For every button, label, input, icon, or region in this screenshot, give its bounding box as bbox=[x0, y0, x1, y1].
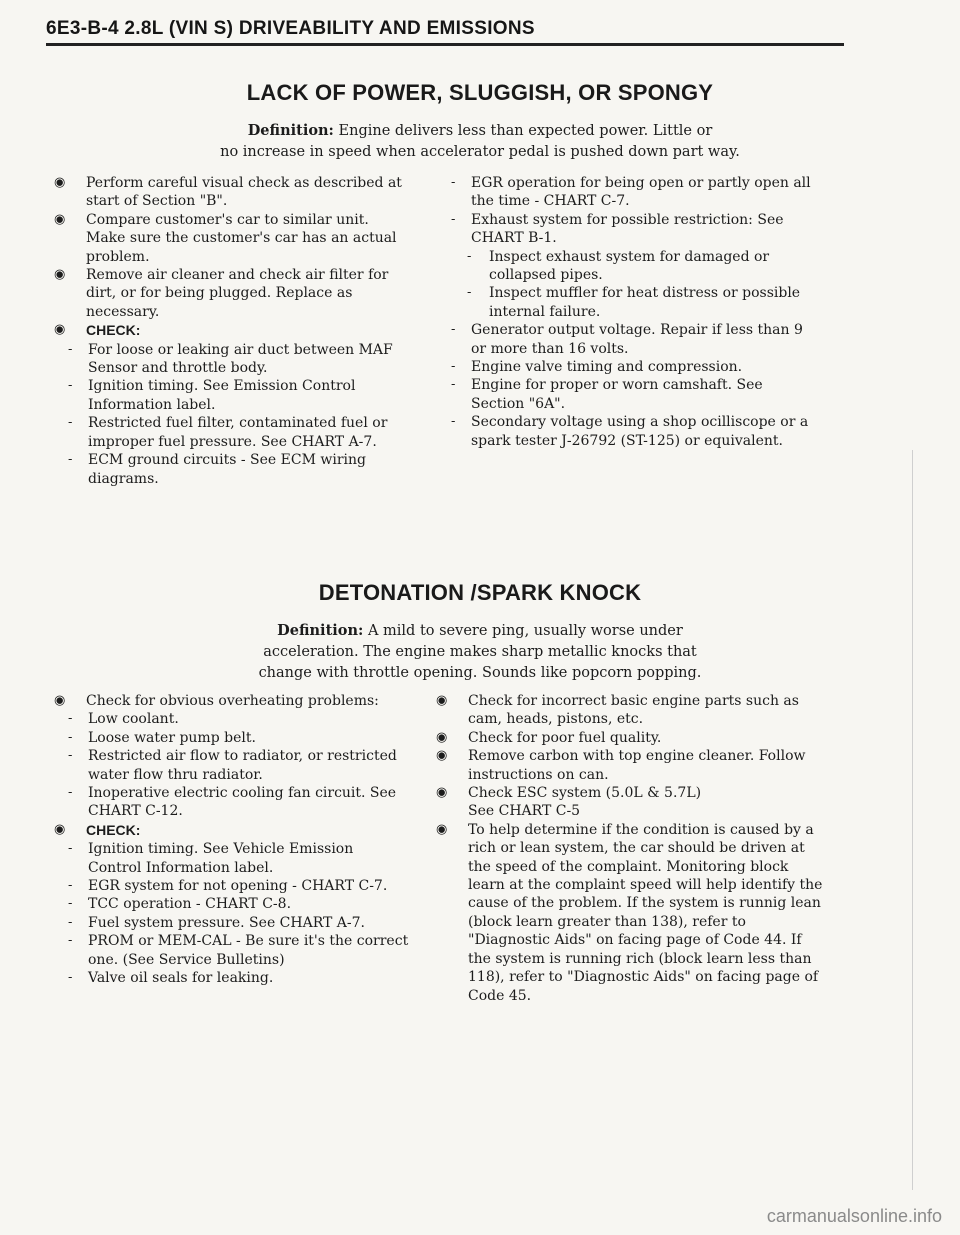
list-item-text: Inoperative electric cooling fan circuit. See CHART C-12. bbox=[88, 785, 397, 820]
list-item bbox=[50, 414, 414, 451]
list-item bbox=[50, 877, 410, 895]
list-item bbox=[50, 747, 410, 784]
list-item bbox=[433, 321, 823, 358]
dash-icon: - bbox=[68, 896, 73, 912]
list-item-text: CHECK: bbox=[86, 322, 141, 339]
list-item bbox=[433, 376, 823, 413]
list-item-text: PROM or MEM-CAL - Be sure it's the correct one. (See Service Bulletins) bbox=[88, 933, 409, 968]
dash-icon: - bbox=[451, 175, 456, 190]
list-item-text: Low coolant. bbox=[88, 711, 179, 728]
definition-text-2: acceleration. The engine makes sharp metallic knocks that bbox=[263, 644, 697, 660]
list-item bbox=[50, 211, 414, 266]
list-item bbox=[50, 729, 410, 747]
list-item-text: Valve oil seals for leaking. bbox=[88, 970, 274, 987]
definition-text-1: A mild to severe ping, usually worse under bbox=[367, 623, 683, 639]
list-item-text: Inspect muffler for heat distress or possible internal failure. bbox=[489, 285, 801, 320]
list-item-text: Loose water pump belt. bbox=[88, 729, 256, 746]
list-item bbox=[50, 341, 414, 378]
bullet-icon: ◉ bbox=[54, 211, 66, 227]
dash-icon: - bbox=[451, 359, 456, 375]
list-item-text: Restricted air flow to radiator, or restricted water flow thru radiator. bbox=[88, 748, 397, 783]
definition-text-1: Engine delivers less than expected power. Little or bbox=[338, 123, 713, 139]
dash-icon: - bbox=[68, 711, 73, 727]
list-item bbox=[433, 174, 823, 211]
dash-icon: - bbox=[467, 285, 472, 301]
list-item-text: Compare customer's car to similar unit. Make sure the customer's car has an actual problem. bbox=[86, 211, 397, 265]
bullet-icon: ◉ bbox=[436, 693, 448, 708]
section2-right-column bbox=[432, 692, 824, 1005]
dash-icon: - bbox=[451, 322, 456, 338]
list-item bbox=[432, 729, 824, 747]
definition-text-2: no increase in speed when accelerator pedal is pushed down part way. bbox=[220, 144, 740, 160]
list-item bbox=[433, 358, 823, 376]
list-item-text: Engine for proper or worn camshaft. See Section "6A". bbox=[471, 377, 763, 412]
list-item-text: To help determine if the condition is caused by a rich or lean system, the car should be driven at the speed of the complaint. Monitoring block learn at the complaint speed will help identify the cause of the problem. If the system is runnig lean (block learn greater than 138), refer to "Diagnostic Aids" on facing page of Code 44. If the system is running rich (block learn less than 118), refer to "Diagnostic Aids" on facing page of Code 45. bbox=[468, 821, 823, 1004]
dash-icon: - bbox=[451, 211, 456, 227]
list-item-text: Ignition timing. See Emission Control Information label. bbox=[88, 378, 356, 413]
list-item-text: ECM ground circuits - See ECM wiring diagrams. bbox=[88, 452, 366, 487]
watermark: carmanualsonline.info bbox=[766, 1206, 942, 1226]
list-item-text: Restricted fuel filter, contaminated fuel or improper fuel pressure. See CHART A-7. bbox=[88, 415, 388, 450]
bullet-icon: ◉ bbox=[436, 748, 448, 764]
bullet-icon: ◉ bbox=[436, 821, 448, 837]
dash-icon: - bbox=[68, 415, 73, 431]
bullet-icon: ◉ bbox=[54, 267, 66, 283]
dash-icon: - bbox=[451, 414, 456, 430]
definition-detonation bbox=[180, 620, 780, 684]
list-item-text: Check for incorrect basic engine parts such as cam, heads, pistons, etc. bbox=[468, 693, 799, 728]
list-item bbox=[432, 747, 824, 784]
dash-icon: - bbox=[68, 841, 73, 857]
section2-left-column bbox=[50, 692, 410, 988]
check-heading bbox=[50, 321, 414, 340]
dash-icon: - bbox=[451, 377, 456, 393]
list-item-text: CHECK: bbox=[86, 821, 141, 838]
scan-margin-line bbox=[912, 450, 913, 1190]
dash-icon: - bbox=[68, 378, 73, 394]
bullet-icon: ◉ bbox=[54, 322, 66, 338]
dash-icon: - bbox=[467, 248, 472, 264]
list-item bbox=[433, 284, 823, 321]
list-item-text: Remove carbon with top engine cleaner. Follow instructions on can. bbox=[468, 748, 806, 783]
list-item-text: For loose or leaking air duct between MAF Sensor and throttle body. bbox=[88, 341, 393, 377]
list-item bbox=[432, 821, 824, 1005]
header-rule bbox=[46, 43, 844, 46]
dash-icon: - bbox=[68, 933, 73, 949]
bullet-icon: ◉ bbox=[436, 729, 448, 745]
list-item-text: Check ESC system (5.0L & 5.7L) See CHART C-5 bbox=[468, 785, 702, 820]
dash-icon: - bbox=[68, 729, 73, 745]
section-title-detonation: DETONATION /SPARK KNOCK bbox=[318, 580, 642, 605]
check-heading bbox=[50, 821, 410, 840]
list-item bbox=[50, 895, 410, 913]
page-header: 6E3-B-4 2.8L (VIN S) DRIVEABILITY AND EMISSIONS bbox=[46, 18, 535, 39]
list-item bbox=[50, 932, 410, 969]
bullet-icon: ◉ bbox=[436, 785, 448, 801]
bullet-icon: ◉ bbox=[54, 693, 66, 708]
list-item-text: Perform careful visual check as described at start of Section "B". bbox=[86, 175, 402, 210]
list-item bbox=[50, 784, 410, 821]
list-item-text: EGR operation for being open or partly open all the time - CHART C-7. bbox=[471, 175, 811, 210]
list-item bbox=[433, 211, 823, 248]
dash-icon: - bbox=[68, 452, 73, 468]
definition-label: Definition: bbox=[247, 122, 334, 139]
list-item bbox=[433, 413, 823, 450]
bullet-icon: ◉ bbox=[54, 175, 66, 190]
list-item-text: Inspect exhaust system for damaged or collapsed pipes. bbox=[489, 248, 770, 284]
list-item bbox=[50, 914, 410, 932]
definition-lack-of-power bbox=[150, 120, 810, 163]
list-item bbox=[50, 174, 414, 211]
list-item bbox=[50, 266, 414, 321]
list-item bbox=[50, 969, 410, 987]
dash-icon: - bbox=[68, 748, 73, 764]
list-item-text: Secondary voltage using a shop ocilliscope or a spark tester J-26792 (ST-125) or equivalent. bbox=[471, 414, 809, 449]
dash-icon: - bbox=[68, 785, 73, 801]
definition-label: Definition: bbox=[277, 622, 364, 639]
list-item-text: TCC operation - CHART C-8. bbox=[88, 896, 292, 913]
list-item-text: Fuel system pressure. See CHART A-7. bbox=[88, 914, 365, 931]
list-item-text: Check for obvious overheating problems: bbox=[86, 693, 379, 709]
section1-right-column bbox=[433, 174, 823, 450]
list-item-text: Engine valve timing and compression. bbox=[471, 359, 743, 376]
list-item bbox=[432, 692, 824, 729]
list-item-text: Generator output voltage. Repair if less than 9 or more than 16 volts. bbox=[471, 322, 803, 357]
list-item-text: Check for poor fuel quality. bbox=[468, 729, 662, 746]
list-item bbox=[432, 784, 824, 821]
list-item bbox=[50, 377, 414, 414]
dash-icon: - bbox=[68, 970, 73, 986]
dash-icon: - bbox=[68, 341, 73, 357]
section1-left-column bbox=[50, 174, 414, 488]
list-item-text: Exhaust system for possible restriction: See CHART B-1. bbox=[471, 211, 784, 247]
list-item-text: EGR system for not opening - CHART C-7. bbox=[88, 878, 388, 895]
dash-icon: - bbox=[68, 878, 73, 894]
dash-icon: - bbox=[68, 914, 73, 930]
list-item bbox=[50, 451, 414, 488]
definition-text-3: change with throttle opening. Sounds like popcorn popping. bbox=[258, 665, 702, 681]
section-title-lack-of-power: LACK OF POWER, SLUGGISH, OR SPONGY bbox=[246, 80, 714, 105]
list-item-text: Remove air cleaner and check air filter for dirt, or for being plugged. Replace as necessary. bbox=[86, 267, 389, 320]
list-item bbox=[50, 692, 410, 710]
list-item bbox=[50, 710, 410, 728]
list-item-text: Ignition timing. See Vehicle Emission Control Information label. bbox=[88, 841, 354, 876]
list-item bbox=[50, 840, 410, 877]
list-item bbox=[433, 248, 823, 285]
bullet-icon: ◉ bbox=[54, 821, 66, 837]
